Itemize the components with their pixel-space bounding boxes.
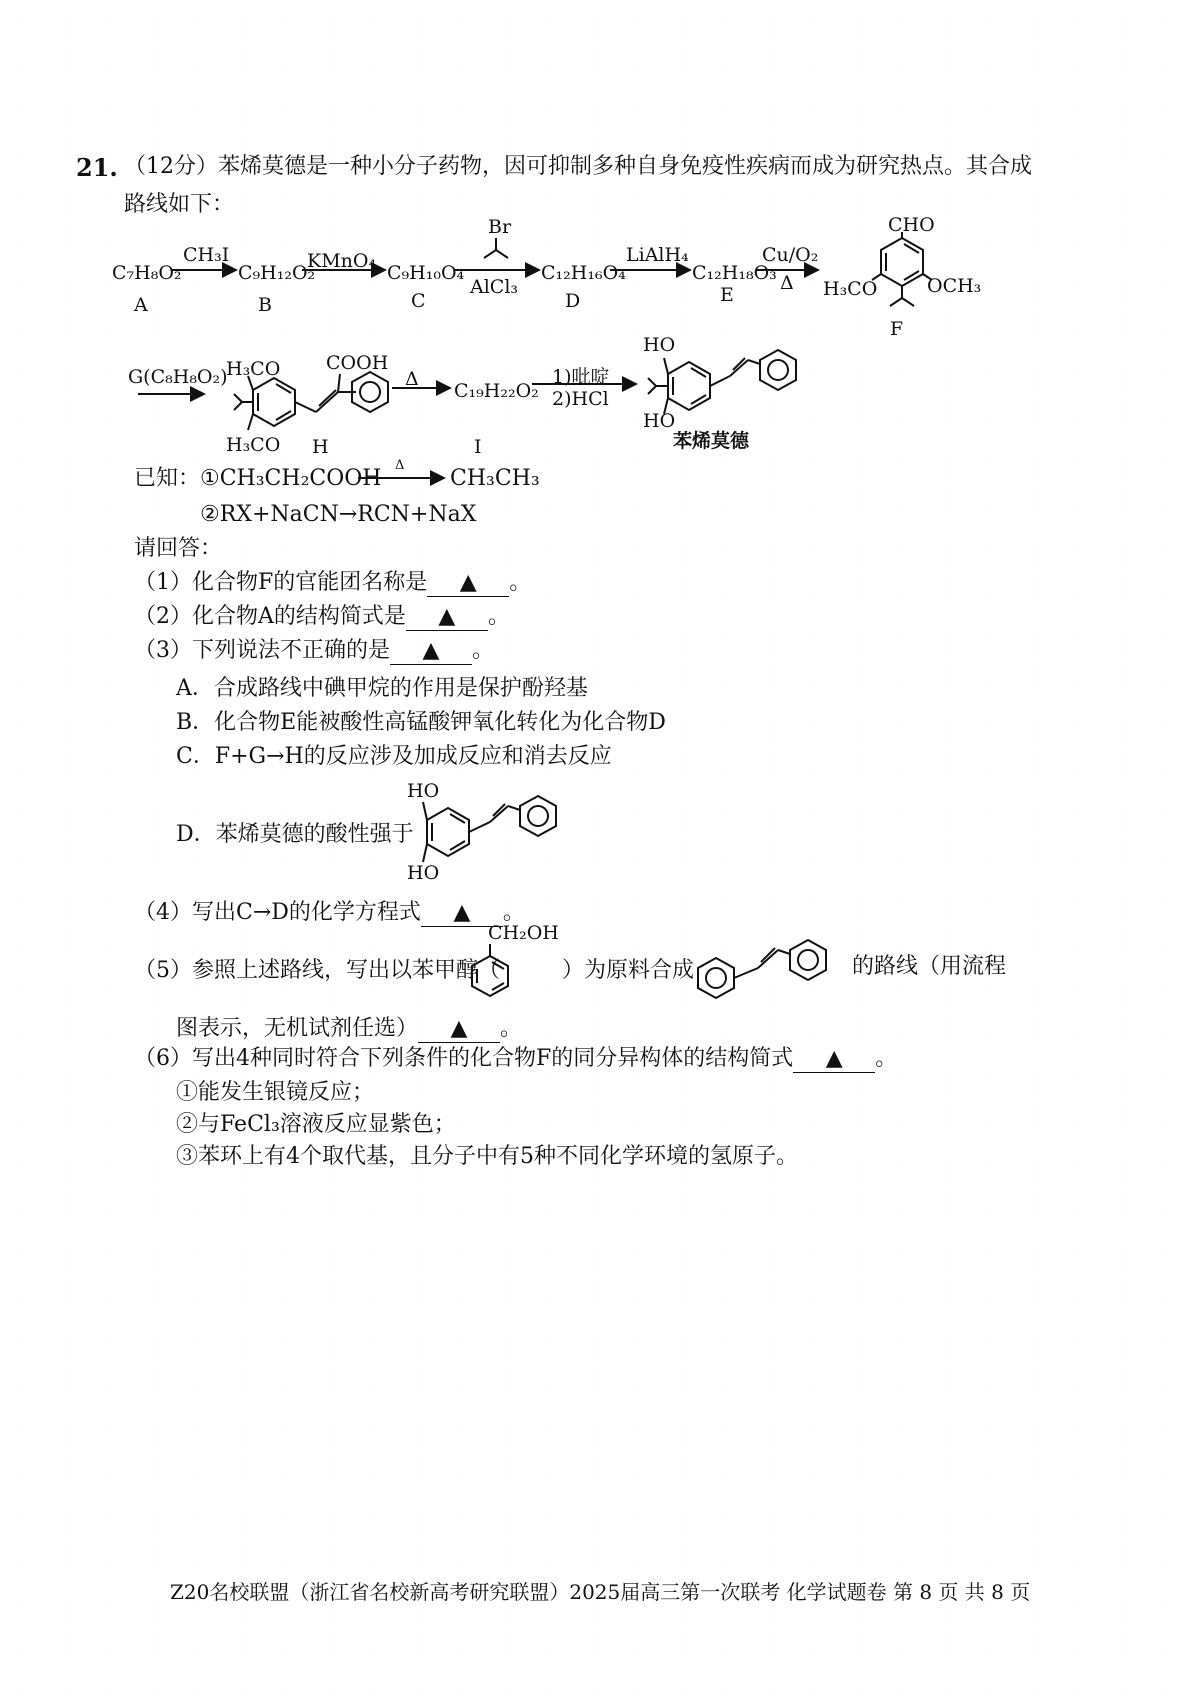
compound-i-label: I	[474, 436, 482, 458]
reagent-pyridine: 1)吡啶	[552, 366, 610, 388]
product-ho-top: HO	[643, 334, 676, 356]
product-structure	[648, 350, 796, 414]
q2-period: 。	[487, 604, 510, 629]
q4-period: 。	[502, 900, 525, 925]
isopropyl-bromide-structure	[484, 238, 508, 258]
stilbene-structure	[698, 940, 826, 998]
reagent-lialh4: LiAlH₄	[626, 244, 689, 266]
question-intro-cont: 路线如下：	[124, 192, 235, 217]
compound-h-structure	[234, 372, 388, 430]
option-b: B．化合物E能被酸性高锰酸钾氧化转化为化合物D	[176, 710, 666, 735]
reagent-g: G(C₈H₈O₂)	[128, 366, 228, 388]
product-name: 苯烯莫德	[673, 430, 750, 452]
known-eq1-condition: Δ	[395, 458, 405, 473]
q3-period: 。	[472, 638, 495, 663]
compound-b-formula: C₉H₁₂O₂	[238, 262, 316, 284]
reagent-ch3i: CH₃I	[183, 244, 230, 266]
q6-period: 。	[875, 1046, 898, 1071]
q5-text-a: （5）参照上述路线，写出以苯甲醇（	[134, 958, 500, 983]
reagent-hcl: 2)HCl	[552, 388, 609, 410]
q2-text: （2）化合物A的结构简式是	[134, 604, 406, 629]
q5-text-b: ）为原料合成	[562, 958, 695, 983]
compound-i-formula: C₁₉H₂₂O₂	[454, 380, 539, 402]
compound-d-formula: C₁₂H₁₆O₄	[541, 262, 626, 284]
known-eq1-right: CH₃CH₃	[450, 466, 540, 491]
reagent-heat: Δ	[780, 272, 794, 294]
compound-b-label: B	[258, 294, 272, 316]
known-eq2: ②RX+NaCN→RCN+NaX	[200, 502, 477, 527]
compound-a-label: A	[134, 294, 148, 316]
page-footer: Z20名校联盟（浙江省名校新高考研究联盟）2025届高三第一次联考 化学试题卷 第 8 页 共 8 页	[170, 1580, 1031, 1604]
compound-d-label: D	[565, 290, 581, 312]
condition-2: ②与FeCl₃溶液反应显紫色；	[176, 1112, 456, 1137]
reagent-bromide-br: Br	[488, 216, 512, 238]
q1-blank-mark: ▲	[459, 570, 477, 595]
option-c: C．F+G→H的反应涉及加成反应和消去反应	[176, 744, 612, 769]
reagent-kmno4: KMnO₄	[307, 250, 377, 272]
compound-h-och3-top: H₃CO	[226, 358, 281, 380]
question-number: 21.	[76, 153, 118, 182]
q4-blank-mark: ▲	[453, 900, 471, 925]
compound-h-label: H	[312, 436, 329, 458]
compound-a-formula: C₇H₈O₂	[112, 262, 182, 284]
compound-e-label: E	[720, 284, 734, 306]
q6-text: （6）写出4种同时符合下列条件的化合物F的同分异构体的结构简式	[134, 1046, 794, 1071]
compound-f-label: F	[890, 318, 904, 340]
reagent-alcl3: AlCl₃	[470, 276, 519, 298]
compound-h-och3-bottom: H₃CO	[226, 434, 281, 456]
compound-c-label: C	[411, 290, 426, 312]
compound-h-cooh: COOH	[326, 352, 389, 374]
compound-f-och3-left: H₃CO	[823, 278, 878, 300]
q5-period: 。	[500, 1016, 523, 1041]
benzyl-alcohol-structure	[472, 944, 508, 996]
q1-period: 。	[509, 570, 532, 595]
q6-blank-mark: ▲	[825, 1046, 843, 1071]
answer-prompt: 请回答：	[134, 536, 223, 561]
q3-blank-mark: ▲	[422, 638, 440, 663]
reagent-heat-2: Δ	[405, 368, 419, 390]
compound-e-formula: C₁₂H₁₈O₃	[692, 262, 777, 284]
option-d-structure	[423, 796, 556, 862]
option-d-ho-top: HO	[407, 780, 440, 802]
compound-f-och3-right: OCH₃	[927, 275, 982, 297]
option-d: D．苯烯莫德的酸性强于	[176, 822, 414, 847]
reagent-cu-o2: Cu/O₂	[762, 244, 819, 266]
known-eq1-left: ①CH₃CH₂COOH	[200, 466, 382, 491]
q2-blank-mark: ▲	[438, 604, 456, 629]
q3-text: （3）下列说法不正确的是	[134, 638, 390, 663]
q5-text-c: 的路线（用流程	[852, 954, 1007, 979]
compound-f-structure	[872, 232, 932, 306]
q4-text: （4）写出C→D的化学方程式	[134, 900, 421, 925]
compound-c-formula: C₉H₁₀O₄	[387, 262, 465, 284]
q1-text: （1）化合物F的官能团名称是	[134, 570, 428, 595]
question-intro: （12分）苯烯莫德是一种小分子药物，因可抑制多种自身免疫性疾病而成为研究热点。其合成	[124, 154, 1032, 179]
condition-3: ③苯环上有4个取代基，且分子中有5种不同化学环境的氢原子。	[176, 1144, 798, 1169]
option-d-ho-bottom: HO	[407, 862, 440, 884]
option-a: A．合成路线中碘甲烷的作用是保护酚羟基	[176, 676, 588, 701]
compound-f-cho: CHO	[888, 214, 935, 236]
q5-blank-mark: ▲	[450, 1016, 468, 1041]
condition-1: ①能发生银镜反应；	[176, 1080, 375, 1105]
product-ho-bottom: HO	[643, 410, 676, 432]
q5-text-d: 图表示，无机试剂任选）	[176, 1016, 419, 1041]
known-label: 已知：	[134, 466, 201, 491]
q5-ch2oh: CH₂OH	[488, 922, 559, 944]
